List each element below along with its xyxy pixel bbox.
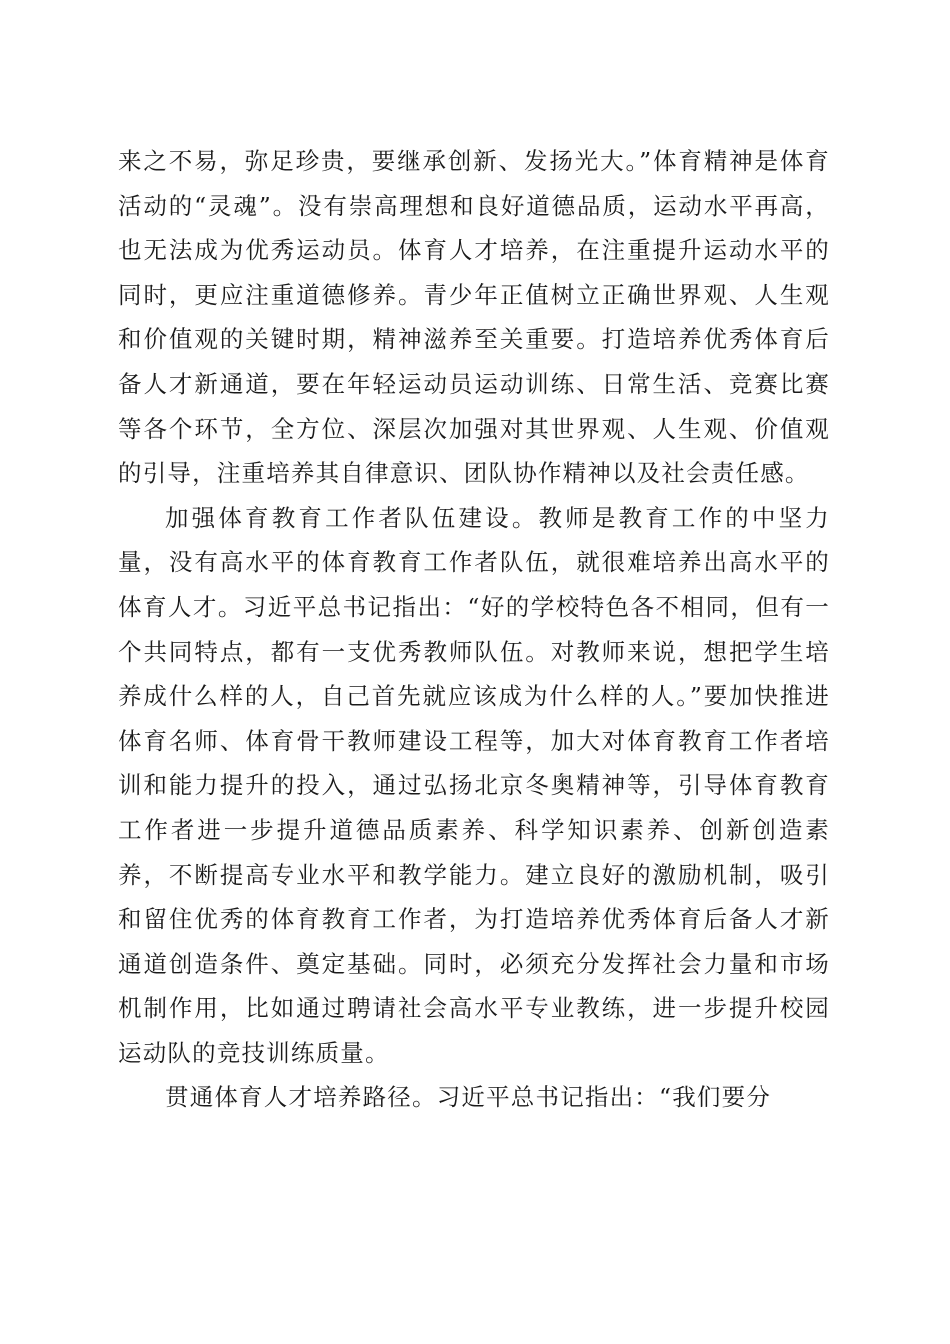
paragraph-continuation: 来之不易，弥足珍贵，要继承创新、发扬光大。”体育精神是体育活动的“灵魂”。没有崇高理想和良好道德品质，运动水平再高，也无法成为优秀运动员。体育人才培养，在注重提升运动水平的同时，更应注重道德修养。青少年正值树立正确世界观、人生观和价值观的关键时期，精神滋养至关重要。打造培养优秀体育后备人才新通道，要在年轻运动员运动训练、日常生活、竞赛比赛等各个环节，全方位、深层次加强对其世界观、人生观、价值观的引导，注重培养其自律意识、团队协作精神以及社会责任感。 (118, 147, 830, 488)
paragraph-training-path: 贯通体育人才培养路径。习近平总书记指出：“我们要分 (165, 1083, 772, 1112)
document-body (118, 139, 830, 1120)
paragraph-teacher-team: 加强体育教育工作者队伍建设。教师是教育工作的中坚力量，没有高水平的体育教育工作者队伍，就很难培养出高水平的体育人才。习近平总书记指出：“好的学校特色各不相同，但有一个共同特点，都有一支优秀教师队伍。对教师来说，想把学生培养成什么样的人，自己首先就应该成为什么样的人。”要加快推进体育名师、体育骨干教师建设工程等，加大对体育教育工作者培训和能力提升的投入，通过弘扬北京冬奥精神等，引导体育教育工作者进一步提升道德品质素养、科学知识素养、创新创造素养，不断提高专业水平和教学能力。建立良好的激励机制，吸引和留住优秀的体育教育工作者，为打造培养优秀体育后备人才新通道创造条件、奠定基础。同时，必须充分发挥社会力量和市场机制作用，比如通过聘请社会高水平专业教练，进一步提升校园运动队的竞技训练质量。 (118, 503, 830, 1067)
